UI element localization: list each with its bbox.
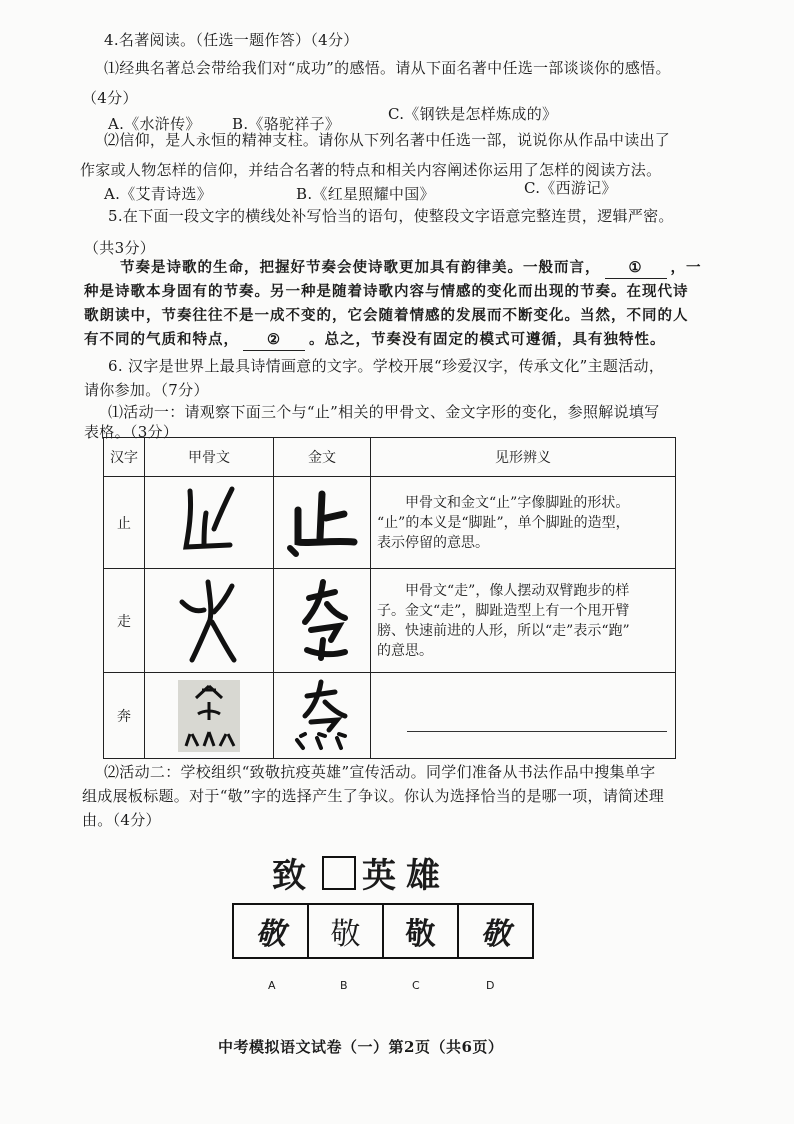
- choice-c-glyph[interactable]: 敬: [384, 905, 459, 957]
- q4-part2-option-c: C.《西游记》: [524, 179, 617, 197]
- oracle-bone-zhi-glyph: [145, 477, 274, 569]
- row-explain-zou: 甲骨文“走”，像人摆动双臂跑步的样 子。金文“走”，脚趾造型上有一个甩开臂 膀、快速前进的人形，所以“走”表示“跑” 的意思。: [371, 569, 676, 673]
- q6-heading-line1: 6. 汉字是世界上最具诗情画意的文字。学校开展“珍爱汉字，传承文化”主题活动，: [108, 357, 665, 375]
- row-char-zou: 走: [104, 569, 145, 673]
- calligraphy-choices: [232, 903, 534, 959]
- q5-passage-line1: 节奏是诗歌的生命，把握好节奏会使诗歌更加具有韵律美。一般而言， ① ，一: [120, 258, 702, 279]
- glyph-table: [103, 437, 676, 759]
- choice-label-a: A: [268, 979, 276, 992]
- row-char-ben: 奔: [104, 673, 145, 759]
- q4-part2-line1: ⑵信仰，是人永恒的精神支柱。请你从下列名著中任选一部，说说你从作品中读出了: [104, 131, 671, 149]
- banner-title: [272, 848, 450, 897]
- table-row: [104, 673, 676, 759]
- q5-passage-line4: 有不同的气质和特点， ② 。总之，节奏没有固定的模式可遵循，具有独特性。: [84, 330, 666, 351]
- choice-label-b: B: [340, 979, 348, 992]
- q5-blank-1[interactable]: ①: [605, 258, 667, 279]
- banner-title-right: 英雄: [362, 856, 450, 896]
- choice-b-glyph[interactable]: 敬: [309, 905, 384, 957]
- oracle-bone-zou-glyph: [145, 569, 274, 673]
- q6-heading-line2: 请你参加。（7分）: [84, 381, 209, 399]
- row-explain-ben-answer[interactable]: [371, 673, 676, 759]
- q4-part2-option-a: A.《艾青诗选》: [104, 185, 213, 203]
- q5-blank-2[interactable]: ②: [243, 330, 305, 351]
- choice-label-d: D: [486, 979, 495, 992]
- table-header-row: [104, 438, 676, 477]
- q4-part2-option-b: B.《红星照耀中国》: [296, 185, 435, 203]
- q5-passage-line2: 种是诗歌本身固有的节奏。另一种是随着诗歌内容与情感的变化而出现的节奏。在现代诗: [84, 283, 689, 300]
- q6-activity2-line2: 组成展板标题。对于“敬”字的选择产生了争议。你认为选择恰当的是哪一项，请简述理: [82, 787, 665, 805]
- q4-part2-line2: 作家或人物怎样的信仰，并结合名著的特点和相关内容阐述你运用了怎样的阅读方法。: [80, 161, 662, 179]
- q4-heading: 4.名著阅读。（任选一题作答）（4分）: [104, 31, 359, 49]
- row-explain-zhi: 甲骨文和金文“止”字像脚趾的形状。 “止”的本义是“脚趾”，单个脚趾的造型， 表示停留的意思。: [371, 477, 676, 569]
- row-char-zhi: 止: [104, 477, 145, 569]
- oracle-bone-ben-image: [145, 673, 274, 759]
- q5-passage-line3: 歌朗读中，节奏往往不是一成不变的，它会随着情感的发展而不断变化。当然，不同的人: [84, 307, 689, 324]
- q4-part1-option-a: A.《水浒传》: [108, 115, 201, 133]
- q4-part1-option-b: B.《骆驼祥子》: [232, 115, 341, 133]
- page-footer: 中考模拟语文试卷（一）第2页（共6页）: [218, 1038, 504, 1056]
- answer-line[interactable]: [407, 731, 667, 732]
- q4-part1-score: （4分）: [82, 89, 138, 107]
- choice-a-glyph[interactable]: 敬: [234, 905, 309, 957]
- q6-activity2-line1: ⑵活动二：学校组织“致敬抗疫英雄”宣传活动。同学们准备从书法作品中搜集单字: [104, 763, 656, 781]
- q6-activity1-line1: ⑴活动一：请观察下面三个与“止”相关的甲骨文、金文字形的变化，参照解说填写: [108, 403, 660, 421]
- q5-score: （共3分）: [84, 239, 156, 257]
- q6-activity1-line2: 表格。（3分）: [84, 423, 179, 441]
- banner-title-left: 致: [272, 856, 316, 896]
- header-bronze: 金文: [274, 438, 371, 477]
- choice-label-c: C: [412, 979, 420, 992]
- q6-activity2-line3: 由。（4分）: [82, 811, 161, 829]
- bronze-zhi-glyph: [274, 477, 371, 569]
- banner-title-blank-box: [322, 856, 356, 890]
- q4-part1-option-c: C.《钢铁是怎样炼成的》: [388, 105, 558, 123]
- q4-part1-line1: ⑴经典名著总会带给我们对“成功”的感悟。请从下面名著中任选一部谈谈你的感悟。: [104, 59, 671, 77]
- header-meaning: 见形辨义: [371, 438, 676, 477]
- bronze-ben-glyph: [274, 673, 371, 759]
- table-row: [104, 477, 676, 569]
- header-oracle-bone: 甲骨文: [145, 438, 274, 477]
- choice-d-glyph[interactable]: 敬: [480, 917, 511, 952]
- q5-heading: 5.在下面一段文字的横线处补写恰当的语句，使整段文字语意完整连贯，逻辑严密。: [108, 207, 674, 225]
- header-hanzi: 汉字: [104, 438, 145, 477]
- table-row: [104, 569, 676, 673]
- bronze-zou-glyph: [274, 569, 371, 673]
